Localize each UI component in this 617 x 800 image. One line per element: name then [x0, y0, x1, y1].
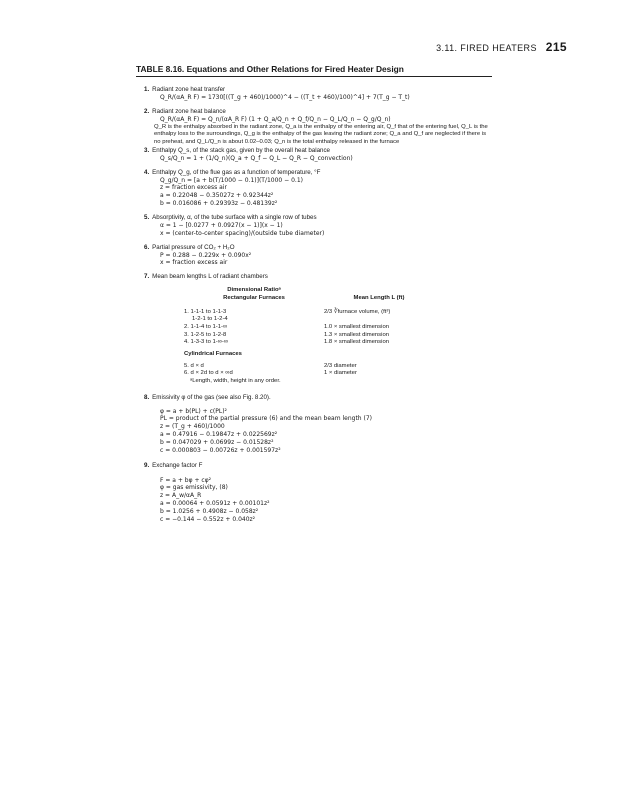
item-number: 9.: [144, 462, 150, 470]
formula-line: a = 0.47916 − 0.19847z + 0.022569z²: [160, 431, 278, 439]
formula-line: c = −0.144 − 0.552z + 0.040z²: [160, 515, 256, 523]
item-number: 6.: [144, 243, 150, 251]
header-section: 3.11. FIRED HEATERS: [436, 43, 537, 53]
table-row: [184, 332, 434, 340]
item-7: [144, 273, 490, 385]
item-8: [144, 394, 490, 455]
formula-line: c = 0.000803 − 0.00726z + 0.001597z²: [160, 446, 281, 454]
table-row: [184, 363, 434, 371]
table-row: [184, 316, 434, 324]
formula-line: z = (T_g + 460)/1000: [160, 423, 225, 431]
table-body: [144, 86, 490, 523]
formula-line: PL = product of the partial pressure (6) and the mean beam length (7): [160, 415, 373, 423]
item-3: [144, 147, 490, 163]
item-title: Exchange factor F: [152, 462, 203, 470]
item-title: Absorptivity, α, of the tube surface with a single row of tubes: [152, 213, 317, 221]
item-number: 2.: [144, 107, 150, 115]
item-number: 5.: [144, 213, 150, 221]
column-header: Rectangular Furnaces: [223, 294, 285, 301]
item-title: Enthalpy Q_g, of the flue gas as a function of temperature, °F: [152, 168, 321, 176]
formula-line: b = 0.047029 + 0.0699z − 0.01528z²: [160, 438, 274, 446]
page-number: 215: [545, 40, 567, 54]
formula: Q_s/Q_n = 1 + (1/Q_n)(Q_a + Q_f − Q_L − Q_R − Q_convection): [160, 154, 353, 162]
length-cell: 1.8 × smallest dimension: [324, 339, 389, 346]
note: Q_R is the enthalpy absorbed in the radiant zone, Q_a is the enthalpy of the entering air, Q_f that of the entering fuel, Q_L is the enthalpy loss to the surroundings, Q_g is the enthalpy of the gas leaving the radiant zone; Q_a and Q_f are neglected if there is no preheat, and Q_L/Q_n is about 0.02–0.03; Q_n is the total enthalpy released in the furnace: [154, 123, 488, 146]
formula-line: b = 0.016086 + 0.29393z − 0.48139z²: [160, 200, 278, 208]
item-title: Radiant zone heat balance: [152, 107, 226, 115]
ratio-cell: 4. 1-3-3 to 1-∞-∞: [184, 339, 229, 346]
item-title: Radiant zone heat transfer: [152, 86, 226, 93]
column-header: Dimensional Ratioᵃ: [227, 287, 281, 294]
length-cell: 1 × diameter: [324, 370, 357, 377]
ratio-cell: 1-2-1 to 1-2-4: [192, 316, 228, 323]
footnote: ᵃLength, width, height in any order.: [190, 377, 281, 384]
formula-line: x = (center-to-center spacing)/(outside tube diameter): [160, 229, 325, 237]
length-cell: 1.3 × smallest dimension: [324, 331, 389, 338]
item-6: [144, 244, 490, 268]
length-cell: 2/3 diameter: [324, 362, 357, 369]
ratio-cell: 5. d × d: [184, 362, 204, 369]
formula-line: α = 1 − [0.0277 + 0.0927(x − 1)](x − 1): [160, 221, 283, 229]
item-9: [144, 462, 490, 523]
length-cell: 1.0 × smallest dimension: [324, 323, 389, 330]
item-2: [144, 108, 490, 147]
table-row: [184, 370, 434, 378]
title-rule: [136, 76, 492, 77]
formula-line: φ = a + b(PL) + c(PL)²: [160, 407, 227, 415]
mean-beam-table: [184, 287, 434, 385]
length-cell: 2/3 ∛furnace volume, (ft³): [324, 308, 391, 315]
item-title: Enthalpy Q_s, of the stack gas, given by the overall heat balance: [152, 146, 330, 154]
item-5: [144, 214, 490, 238]
item-1: [144, 86, 490, 102]
item-title: Mean beam lengths L of radiant chambers: [152, 273, 268, 281]
ratio-cell: 6. d × 2d to d × ∞d: [184, 370, 233, 377]
ratio-cell: 3. 1-2-5 to 1-2-8: [184, 331, 227, 338]
length-cell: [332, 316, 434, 324]
running-header: [436, 40, 567, 54]
subheading: Cylindrical Furnaces: [184, 350, 242, 357]
item-number: 4.: [144, 168, 150, 176]
item-number: 8.: [144, 393, 150, 401]
formula-line: φ = gas emissivity, (8): [160, 484, 228, 492]
table-title: TABLE 8.16. Equations and Other Relations for Fired Heater Design: [136, 64, 404, 74]
item-title: Partial pressure of CO₂ + H₂O: [152, 243, 235, 251]
formula-line: a = 0.00064 + 0.0591z + 0.00101z²: [160, 499, 270, 507]
formula-line: a = 0.22048 − 0.35027z + 0.92344z²: [160, 192, 274, 200]
item-4: [144, 169, 490, 208]
formula-line: Q_g/Q_n = [a + b(T/1000 − 0.1)](T/1000 − 0.1): [160, 176, 303, 184]
formula-line: z = A_w/αA_R: [160, 492, 202, 500]
table-row: [184, 324, 434, 332]
formula-line: b = 1.0256 + 0.4908z − 0.058z²: [160, 507, 259, 515]
item-number: 1.: [144, 86, 150, 93]
table-row: [184, 339, 434, 347]
formula-line: z = fraction excess air: [160, 184, 227, 192]
formula-line: F = a + bφ + cφ²: [160, 476, 212, 484]
table-row: [184, 309, 434, 317]
ratio-cell: 2. 1-1-4 to 1-1-∞: [184, 323, 228, 330]
formula-line: x = fraction excess air: [160, 259, 228, 267]
formula: Q_R/(αA_R F) = 1730[((T_g + 460)/1000)^4 − ((T_t + 460)/100)^4] + 7(T_g − T_t): [160, 94, 410, 102]
item-number: 3.: [144, 146, 150, 154]
ratio-cell: 1. 1-1-1 to 1-1-3: [184, 308, 227, 315]
item-title: Emissivity φ of the gas (see also Fig. 8.20).: [152, 393, 271, 401]
item-number: 7.: [144, 273, 150, 281]
formula: Q_R/(αA_R F) = Q_n/(αA_R F) (1 + Q_a/Q_n + Q_f/Q_n − Q_L/Q_n − Q_g/Q_n): [160, 115, 391, 123]
formula-line: P = 0.288 − 0.229x + 0.090x²: [160, 251, 252, 259]
column-header: Mean Length L (ft): [353, 294, 405, 301]
